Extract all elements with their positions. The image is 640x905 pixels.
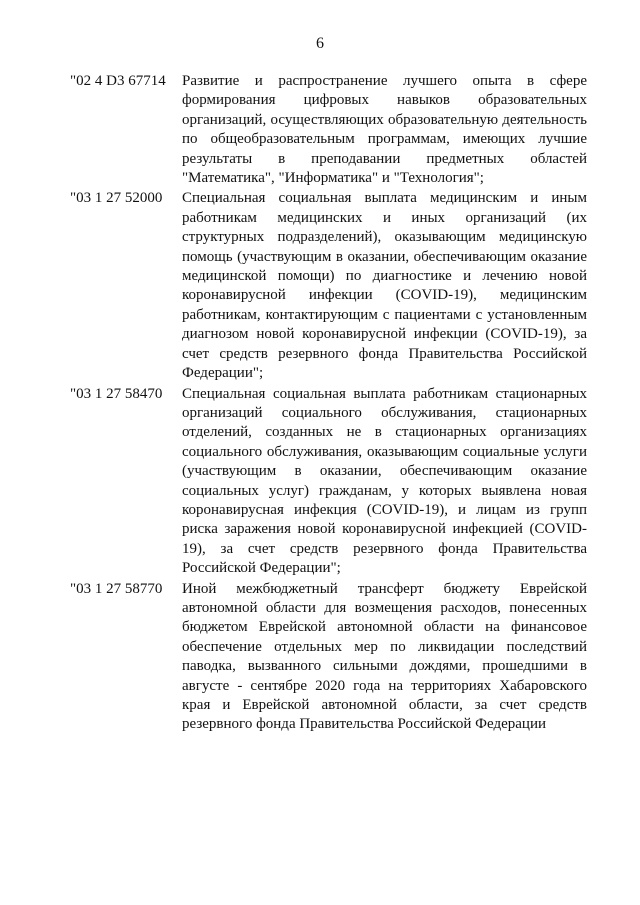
page-number: 6 bbox=[316, 35, 324, 52]
list-item bbox=[0, 72, 640, 188]
budget-code: "02 4 D3 67714 bbox=[70, 73, 166, 89]
list-item bbox=[0, 385, 640, 579]
budget-code: "03 1 27 58470 bbox=[70, 385, 163, 402]
budget-code-description: Специальная социальная выплата медицинским и иным работникам медицинских и иных организаций (их структурных подразделений), оказывающим медицинскую помощь (участвующим в оказании, обеспечивающим оказание медицинской помощи) по диагностике и лечению новой коронавирусной инфекции (COVID-19), медицинским работникам, контактирующим с пациентами с установленным диагнозом новой коронавирусной инфекции (COVID-19), за счет средств резервного фонда Правительства Российской Федерации"; bbox=[182, 190, 587, 382]
budget-code-description: Иной межбюджетный трансферт бюджету Еврейской автономной области для возмещения расходов, понесенных бюджетом Еврейской автономной области на финансовое обеспечение отдельных мер по ликвидации последствий паводка, вызванного сильными дождями, прошедшими в августе - сентябре 2020 года на территориях Хабаровского края и Еврейской автономной области, за счет средств резервного фонда Правительства Российской Федерации bbox=[182, 580, 587, 733]
budget-code: "03 1 27 52000 bbox=[70, 190, 163, 207]
list-item bbox=[0, 580, 640, 735]
budget-code-description: Специальная социальная выплата работникам стационарных организаций социального обслуживания, стационарных отделений, созданных не в стационарных организациях социального обслуживания, оказывающим социальные услуги (участвующим в оказании, обеспечивающим оказание социальных услуг) гражданам, у которых выявлена новая коронавирусная инфекция (COVID-19), и лицам из групп риска заражения новой коронавирусной инфекцией (COVID-19), за счет средств резервного фонда Правительства Российской Федерации"; bbox=[182, 385, 587, 577]
budget-code-list bbox=[0, 72, 640, 736]
budget-code-description: Развитие и распространение лучшего опыта в сфере формирования цифровых навыков образовательных организаций, осуществляющих образовательную деятельность по общеобразовательным программам, имеющих лучшие результаты в преподавании предметных областей "Математика", "Информатика" и "Технология"; bbox=[182, 73, 587, 187]
budget-code: "03 1 27 58770 bbox=[70, 580, 163, 597]
list-item bbox=[0, 189, 640, 383]
